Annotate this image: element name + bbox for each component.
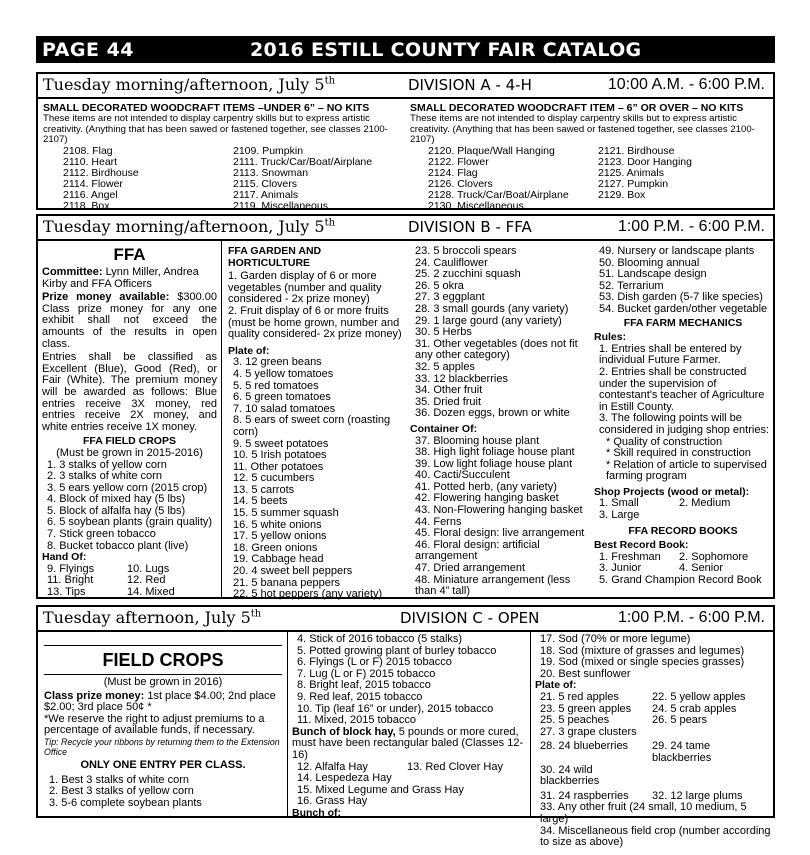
list-item: 2128. Truck/Car/Boat/Airplane	[428, 188, 569, 201]
list-item: 9. Flyings	[47, 562, 95, 575]
list-item: 6. 5 soybean plants (grain quality)	[47, 516, 213, 529]
reserve-note: *We reserve the right to adjust premiums to a percentage of available funds, if necessary.	[44, 712, 265, 737]
division-c-title: DIVISION C - OPEN	[400, 609, 540, 627]
list-item: 2114. Flower	[63, 177, 123, 190]
list-item: 21. 5 banana peppers	[233, 576, 341, 589]
list-item: 32. 5 apples	[415, 360, 475, 373]
division-a-date: Tuesday morning/afternoon, July 5th	[43, 75, 336, 94]
list-item: 24. Cauliflower	[415, 256, 488, 269]
list-item: 44. Ferns	[415, 515, 462, 528]
divider	[44, 645, 282, 646]
list-item: 13. Tips	[47, 586, 86, 599]
list-item: 21. 5 red apples	[540, 690, 619, 703]
list-item: 8. 5 ears of sweet corn (roasting corn)	[233, 414, 391, 438]
list-item: 37. Blooming house plant	[415, 434, 540, 447]
list-item: 22. 5 yellow apples	[652, 690, 746, 703]
ffa-title: FFA	[113, 245, 146, 264]
tobacco-column	[292, 634, 526, 820]
list-item: 1. Freshman	[599, 550, 661, 563]
list-item: 3. 12 green beans	[233, 356, 322, 369]
ffa-field-crops-list	[42, 460, 217, 553]
woodcraft-over-6-note: These items are not intended to display carpentry skills but to express artistic creativity. (Anything that has been sawed or fastened together, see classes 2100-2107)	[410, 113, 755, 145]
list-item: 23. 5 broccoli spears	[415, 245, 517, 257]
list-item: 7. Lug (L or F) 2015 tobacco	[297, 667, 436, 680]
list-item: 12. 5 cucumbers	[233, 472, 315, 485]
divider	[44, 674, 282, 675]
division-a-time: 10:00 A.M. - 6:00 P.M.	[607, 76, 765, 93]
judging-points-list	[594, 437, 772, 483]
ffa-column	[42, 245, 217, 599]
list-item: 28. 3 small gourds (any variety)	[415, 302, 569, 315]
fruit-plate-list	[535, 692, 773, 802]
list-item: 2121. Birdhouse	[598, 144, 675, 157]
list-item: 2120. Plaque/Wall Hanging	[428, 144, 555, 157]
division-c-section	[36, 605, 775, 849]
list-item: 35. Dried fruit	[415, 395, 482, 408]
woodcraft-under-6-note: These items are not intended to display carpentry skills but to express artistic creativity. (Anything that has been sawed or fastened together, see classes 2100-2107)	[43, 113, 388, 145]
garden-column	[228, 246, 403, 601]
division-b-section	[36, 214, 775, 599]
list-item: 12. Alfalfa Hay	[297, 760, 368, 773]
division-b-header	[38, 216, 773, 241]
grand-champion-item: 5. Grand Champion Record Book	[599, 574, 762, 587]
list-item: 2117. Animals	[233, 188, 299, 201]
list-item: 33. 12 blackberries	[415, 372, 508, 385]
list-item: 50. Blooming annual	[599, 256, 700, 269]
block-hay-note: Bunch of block hay, 5 pounds or more cured, must have been rectangular baled (Classes 12-16)	[292, 725, 524, 761]
list-item: 2130. Miscellaneous	[428, 199, 524, 212]
record-books-heading: FFA RECORD BOOKS	[628, 524, 738, 537]
list-item: 2126. Clovers	[428, 177, 493, 190]
division-a-header	[38, 74, 773, 99]
list-item: 2111. Truck/Car/Boat/Airplane	[233, 155, 373, 168]
list-item: 2. Medium	[679, 497, 731, 510]
list-item: 25. 2 zucchini squash	[415, 268, 521, 281]
list-item: 27. 3 grape clusters	[540, 725, 637, 738]
class-prize-line: Class prize money: 1st place $4.00; 2nd place $2.00; 3rd place 50¢ *	[44, 689, 276, 714]
list-item: 1. Entries shall be entered by individual Future Farmer.	[599, 342, 742, 367]
list-item: 7. 10 salad tomatoes	[233, 402, 336, 415]
list-item: 2119. Miscellaneous	[233, 199, 328, 212]
list-item: 43. Non-Flowering hanging basket	[415, 504, 583, 517]
shop-projects-label: Shop Projects (wood or metal):	[594, 485, 750, 498]
list-item: 17. Sod (70% or more legume)	[540, 633, 691, 645]
vegetables-list	[410, 246, 590, 420]
vegetables-column	[410, 246, 590, 598]
list-item: 2113. Snowman	[233, 166, 309, 179]
hand-of-label: Hand Of:	[42, 551, 87, 564]
list-item: 49. Nursery or landscape plants	[599, 245, 755, 257]
column-divider	[287, 630, 288, 816]
list-item: 2118. Box	[63, 199, 110, 212]
sod-list	[535, 634, 773, 680]
list-item: 2124. Flag	[428, 166, 478, 179]
list-item: 11. Other potatoes	[233, 460, 324, 473]
list-item: 7. Stick green tobacco	[47, 528, 156, 541]
list-item: 1. Best 3 stalks of white corn	[49, 773, 190, 786]
list-item: 2122. Flower	[428, 155, 489, 168]
record-book-list	[594, 552, 772, 575]
list-item: 25. 5 peaches	[540, 714, 610, 727]
committee-line: Committee: Lynn Miller, Andrea Kirby and FFA Officers	[42, 266, 199, 290]
list-item: 14. 5 beets	[233, 495, 288, 508]
list-item: 3. 5 ears yellow corn (2015 crop)	[47, 481, 208, 494]
woodcraft-over-6-block	[410, 103, 770, 212]
list-item: 40. Cacti/Succulent	[415, 469, 510, 482]
container-of-label: Container Of:	[410, 422, 478, 435]
list-item: 2123. Door Hanging	[598, 155, 692, 168]
tobacco-list	[292, 634, 526, 727]
list-item: 19. Sod (mixed or single species grasses)	[540, 656, 745, 669]
field-crops-title: FIELD CROPS	[102, 650, 224, 670]
list-item: 8. Bright leaf, 2015 tobacco	[297, 679, 431, 692]
list-item: 23. 5 green apples	[540, 702, 632, 715]
rules-list	[594, 344, 772, 437]
one-entry-note: ONLY ONE ENTRY PER CLASS.	[80, 758, 246, 771]
list-item: 2125. Animals	[598, 166, 664, 179]
list-item: 4. Senior	[679, 562, 724, 575]
tip-note: Tip: Recycle your ribbons by returning them to the Extension Office	[44, 736, 280, 758]
list-item: 2. 3 stalks of white corn	[47, 470, 162, 483]
list-item: 53. Dish garden (5-7 like species)	[599, 291, 763, 304]
plants-list	[594, 246, 772, 316]
woodcraft-under-6-list	[43, 146, 403, 212]
list-item: 2129. Box	[598, 188, 646, 201]
list-item: 36. Dozen eggs, brown or white	[415, 407, 570, 420]
best-record-book-label: Best Record Book:	[594, 539, 689, 552]
list-item: 29. 1 large gourd (any variety)	[415, 314, 562, 327]
list-item: 34. Other fruit	[415, 384, 483, 397]
list-item: 8. Bucket tobacco plant (live)	[47, 539, 189, 552]
division-c-date: Tuesday afternoon, July 5th	[43, 608, 262, 627]
list-item: 11. Bright	[47, 574, 94, 587]
list-item: 52. Terrarium	[599, 279, 664, 292]
list-item: 26. 5 pears	[652, 714, 708, 727]
list-item	[679, 510, 769, 522]
list-item: 6. Flyings (L or F) 2015 tobacco	[297, 656, 452, 669]
page-number: PAGE 44	[42, 39, 135, 61]
list-item	[652, 765, 772, 788]
division-b-title: DIVISION B - FFA	[408, 218, 532, 236]
list-item: 18. Green onions	[233, 541, 318, 554]
list-item: 11. Mixed, 2015 tobacco	[297, 714, 417, 727]
list-item: 4. Stick of 2016 tobacco (5 stalks)	[297, 633, 463, 645]
list-item: 31. Other vegetables (does not fit any other category)	[415, 337, 578, 362]
list-item: * Quality of construction	[606, 435, 723, 448]
list-item: 41. Potted herb, (any variety)	[415, 480, 557, 493]
list-item: 2127. Pumpkin	[598, 177, 669, 190]
bunch-of-label: Bunch of:	[292, 806, 341, 819]
list-item: 28. 24 blueberries	[540, 740, 629, 753]
list-item: 5. Block of alfalfa hay (5 lbs)	[47, 504, 186, 517]
list-item: 10. Tip (leaf 16” or under), 2015 tobacco	[297, 702, 494, 715]
list-item: 2109. Pumpkin	[233, 144, 304, 157]
list-item: 51. Landscape design	[599, 268, 707, 281]
list-item: * Skill required in construction	[606, 447, 751, 460]
list-item: 13. Red Clover Hay	[407, 760, 503, 773]
list-item: 16. 5 white onions	[233, 518, 322, 531]
list-item: 9. Red leaf, 2015 tobacco	[297, 690, 423, 703]
list-item: 20. 4 sweet bell peppers	[233, 565, 353, 578]
column-divider	[530, 630, 531, 816]
list-item: 1. Small	[599, 497, 639, 510]
list-item: 26. 5 okra	[415, 279, 464, 292]
list-item: 48. Miniature arrangement (less than 4” tall)	[415, 573, 571, 598]
list-item: 16. Grass Hay	[297, 795, 368, 808]
shop-projects-list	[594, 498, 772, 521]
list-item: 13. 5 carrots	[233, 483, 295, 496]
ffa-field-crops-heading: FFA FIELD CROPS	[83, 435, 176, 448]
list-item: 32. 12 large plums	[652, 789, 743, 802]
division-a-section	[36, 72, 775, 210]
mechanics-column	[594, 246, 772, 587]
list-item: 2108. Flag	[63, 144, 113, 157]
container-of-list	[410, 436, 590, 598]
plate-of-list	[228, 357, 403, 600]
list-item: 3. The following points will be considered in judging shop entries:	[599, 412, 770, 436]
list-item	[598, 201, 768, 212]
list-item: 2110. Heart	[63, 155, 118, 168]
list-item: 2112. Birdhouse	[63, 166, 139, 179]
list-item: 31. 24 raspberries	[540, 789, 629, 802]
list-item: 14. Lespedeza Hay	[297, 772, 392, 785]
division-c-header	[38, 607, 773, 632]
list-item: 3. 5-6 complete soybean plants	[49, 796, 202, 809]
woodcraft-under-6-block	[43, 103, 403, 212]
garden-display-item: 1. Garden display of 6 or more vegetables (number and quality considered - 2x prize money)	[228, 270, 382, 306]
list-item: 9. 5 sweet potatoes	[233, 437, 329, 450]
plate-of-label: Plate of:	[535, 679, 577, 692]
list-item: 10. Lugs	[127, 562, 170, 575]
list-item: 30. 24 wild blackberries	[540, 763, 600, 788]
field-crops-sub: (Must be grown in 2016)	[103, 676, 223, 688]
division-c-time: 1:00 P.M. - 6:00 P.M.	[617, 609, 765, 626]
list-item: 10. 5 Irish potatoes	[233, 449, 327, 462]
other-fruit-item: 33. Any other fruit (24 small, 10 medium, 5 large)	[540, 801, 747, 825]
list-item: 54. Bucket garden/other vegetable	[599, 302, 768, 315]
woodcraft-over-6-heading: SMALL DECORATED WOODCRAFT ITEM – 6” OR OVER – NO KITS	[410, 102, 744, 114]
list-item: 5. Potted growing plant of burley tobacco	[297, 644, 497, 657]
fruit-display-item: 2. Fruit display of 6 or more fruits (must be home grown, number and quality considered- 2x prize money)	[228, 304, 402, 341]
list-item: 19. Cabbage head	[233, 553, 324, 566]
list-item: 12. Red	[127, 574, 166, 587]
division-b-date: Tuesday morning/afternoon, July 5th	[43, 217, 336, 236]
catalog-title: 2016 ESTILL COUNTY FAIR CATALOG	[250, 39, 642, 61]
woodcraft-over-6-list	[410, 146, 770, 212]
woodcraft-under-6-heading: SMALL DECORATED WOODCRAFT ITEMS –UNDER 6” – NO KITS	[43, 102, 370, 114]
hand-of-list	[42, 564, 217, 599]
list-item: 2. Best 3 stalks of yellow corn	[49, 785, 194, 798]
list-item: 17. 5 yellow onions	[233, 530, 327, 543]
list-item: 15. Mixed Legume and Grass Hay	[297, 783, 464, 796]
field-crops-column	[44, 637, 282, 809]
list-item: 2116. Angel	[63, 188, 118, 201]
prize-money-line: Prize money available: $300.00 Class prize money for any one exhibit shall not exceed the amounts of the results in open class.	[42, 291, 217, 350]
list-item: 18. Sod (mixture of grasses and legumes)	[540, 644, 745, 657]
hay-list-2	[292, 773, 526, 808]
list-item: 15. 5 summer squash	[233, 507, 339, 520]
list-item: 46. Floral design: artificial arrangement	[415, 538, 540, 563]
garden-heading: FFA GARDEN AND HORTICULTURE	[228, 245, 322, 269]
list-item: 4. Block of mixed hay (5 lbs)	[47, 493, 186, 506]
misc-field-crop-item: 34. Miscellaneous field crop (number according to size as above)	[540, 824, 771, 849]
division-b-time: 1:00 P.M. - 6:00 P.M.	[617, 218, 765, 235]
list-item: 5. 5 red tomatoes	[233, 379, 319, 392]
plate-of-label: Plate of:	[228, 344, 270, 357]
sod-fruit-column	[535, 634, 773, 849]
field-crops-list	[44, 775, 282, 810]
list-item: 42. Flowering hanging basket	[415, 492, 559, 505]
list-item: 29. 24 tame blackberries	[652, 740, 712, 764]
column-divider	[221, 239, 222, 597]
list-item: 47. Dried arrangement	[415, 562, 526, 575]
list-item: 1. 3 stalks of yellow corn	[47, 458, 167, 471]
ffa-field-crops-sub: (Must be grown in 2015-2016)	[56, 446, 203, 459]
list-item: 2. Sophomore	[679, 550, 749, 563]
list-item: 3. Large	[599, 509, 640, 522]
page-header-bar	[36, 36, 775, 63]
list-item: 39. Low light foliage house plant	[415, 457, 573, 470]
list-item: 45. Floral design: live arrangement	[415, 527, 585, 540]
division-a-title: DIVISION A - 4-H	[408, 76, 532, 94]
list-item: 14. Mixed	[127, 586, 175, 599]
list-item	[652, 727, 772, 739]
farm-mechanics-heading: FFA FARM MECHANICS	[623, 316, 743, 329]
list-item: 6. 5 green tomatoes	[233, 391, 331, 404]
rules-label: Rules:	[594, 331, 627, 344]
list-item: 38. High light foliage house plant	[415, 446, 575, 459]
list-item: 30. 5 Herbs	[415, 326, 472, 339]
list-item: 27. 3 eggplant	[415, 291, 485, 304]
list-item: 2115. Clovers	[233, 177, 298, 190]
list-item: 20. Best sunflower	[540, 667, 631, 680]
list-item: 2. Entries shall be constructed under the supervision of contestant's teacher of Agriculture in Estill County.	[599, 365, 765, 413]
list-item: * Relation of article to supervised farming program	[606, 458, 767, 483]
list-item: 3. Junior	[599, 562, 642, 575]
entries-note: Entries shall be classified as Excellent (Blue), Good (Red), or Fair (White). The premium money will be awarded as follows: Blue entries receive 3X money, red entries receive 2X money, and white entries receive 1X money.	[42, 351, 217, 433]
list-item: 24. 5 crab apples	[652, 702, 737, 715]
list-item: 22. 5 hot peppers (any variety)	[233, 588, 383, 601]
list-item: 4. 5 yellow tomatoes	[233, 367, 334, 380]
